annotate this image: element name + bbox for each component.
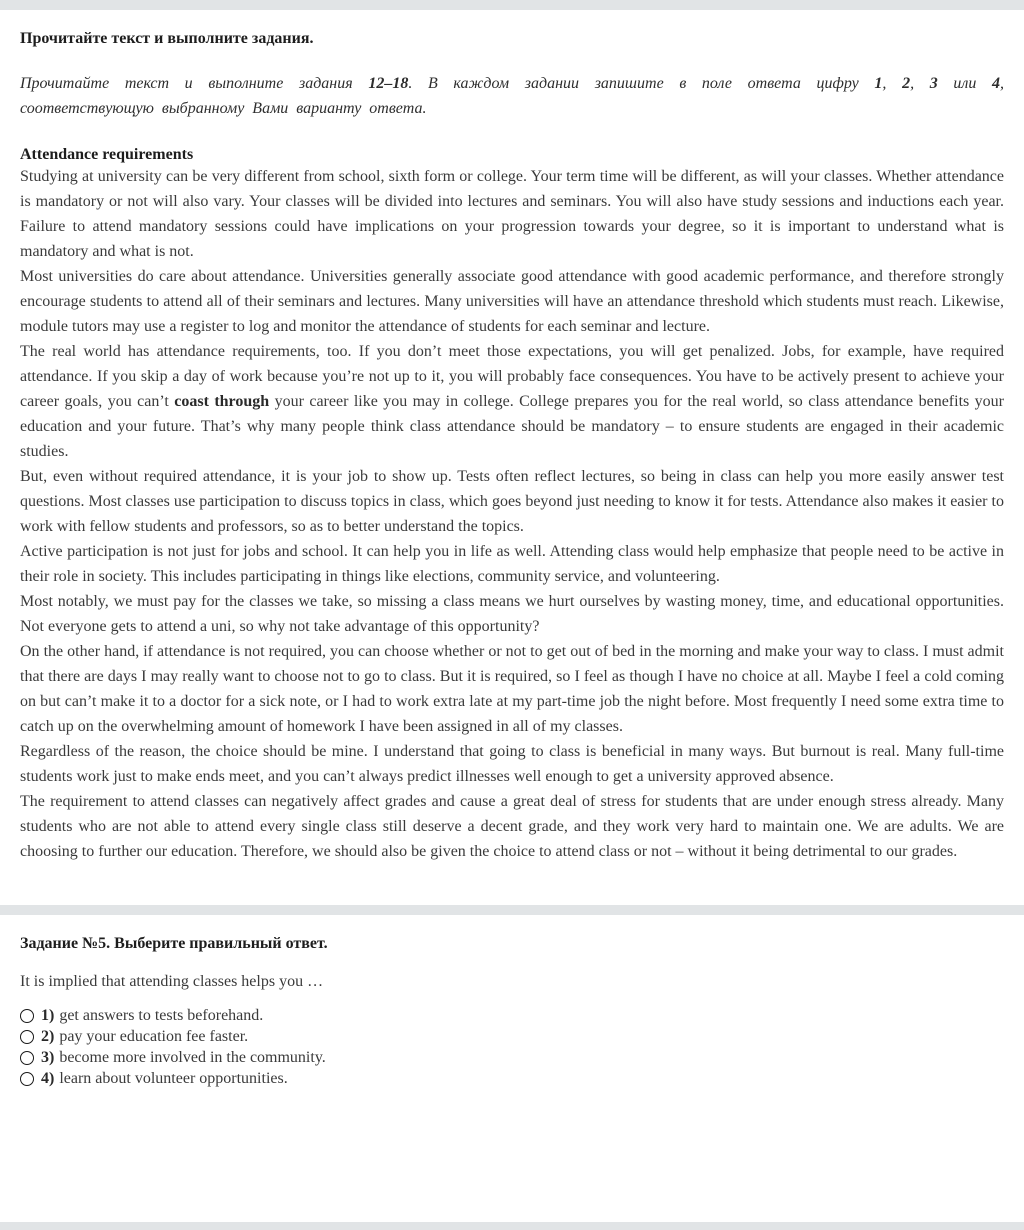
article-body (20, 164, 1004, 864)
paragraph: Regardless of the reason, the choice should be mine. I understand that going to class is beneficial in many ways. But burnout is real. Many full-time students work just to make ends meet, and you can’t always predict illnesses well enough to get a university approved absence. (20, 743, 1004, 785)
section-divider (0, 905, 1024, 915)
radio-button[interactable] (20, 1030, 34, 1044)
option-label: learn about volunteer opportunities. (59, 1069, 288, 1087)
option-number: 3) (41, 1048, 55, 1066)
question-text: It is implied that attending classes helps you … (20, 973, 324, 990)
option-row (20, 1005, 1004, 1026)
paragraph: The real world has attendance requirements, too. If you don’t meet those expectations, you will get penalized. Jobs, for example, have required attendance. If you skip a day of work because you’re not up to it, you will probably face consequences. You have to be actively present to achieve your career goals, you can’t coast through your career like you may in college. College prepares you for the real world, so class attendance benefits your education and your future. That’s why many people think class attendance should be mandatory – to ensure students are engaged in their academic studies. (20, 343, 1004, 460)
option-number: 1) (41, 1006, 55, 1024)
paragraph: Most universities do care about attendance. Universities generally associate good attendance with good academic performance, and therefore strongly encourage students to attend all of their seminars and lectures. Many universities will have an attendance threshold which students must reach. Likewise, module tutors may use a register to log and monitor the attendance of students for each seminar and lecture. (20, 268, 1004, 335)
reading-section (0, 30, 1024, 864)
paragraph: But, even without required attendance, it is your job to show up. Tests often reflect lectures, so being in class can help you more easily answer test questions. Most classes use participation to discuss topics in class, which goes beyond just needing to know it for tests. Attendance also makes it easier to work with fellow students and professors, so as to better understand the topics. (20, 468, 1004, 535)
radio-button[interactable] (20, 1009, 34, 1023)
article-title: Attendance requirements (20, 146, 194, 163)
option-label: get answers to tests beforehand. (59, 1006, 264, 1024)
intro-instruction: Прочитайте текст и выполните задания 12–18. В каждом задании запишите в поле ответа цифру 1, 2, 3 или 4, соответствующую выбранному Вами варианту ответа. (20, 75, 1005, 117)
option-label: pay your education fee faster. (59, 1027, 249, 1045)
option-label: become more involved in the community. (59, 1048, 326, 1066)
option-row (20, 1068, 1004, 1089)
option-row (20, 1026, 1004, 1047)
paragraph: Studying at university can be very different from school, sixth form or college. Your term time will be different, as will your classes. Whether attendance is mandatory or not will also vary. Your classes will be divided into lectures and seminars. You will also have study sessions and inductions each year. Failure to attend mandatory sessions could have implications on your progression towards your degree, so it is important to understand what is mandatory and what is not. (20, 168, 1004, 260)
option-row (20, 1047, 1004, 1068)
paragraph: Most notably, we must pay for the classes we take, so missing a class means we hurt ourselves by wasting money, time, and educational opportunities. Not everyone gets to attend a uni, so why not take advantage of this opportunity? (20, 593, 1004, 635)
bottom-divider (0, 1222, 1024, 1230)
top-divider (0, 0, 1024, 10)
options-list (20, 1005, 1004, 1089)
radio-button[interactable] (20, 1051, 34, 1065)
paragraph: Active participation is not just for jobs and school. It can help you in life as well. Attending class would help emphasize that people need to be active in their role in society. This includes participating in things like elections, community service, and volunteering. (20, 543, 1004, 585)
paragraph: The requirement to attend classes can negatively affect grades and cause a great deal of stress for students that are under enough stress already. Many students who are not able to attend every single class still deserve a decent grade, and they work very hard to maintain one. We are adults. We are choosing to further our education. Therefore, we should also be given the choice to attend class or not – without it being detrimental to our grades. (20, 793, 1004, 860)
option-number: 4) (41, 1069, 55, 1087)
task-section (0, 935, 1024, 1089)
radio-button[interactable] (20, 1072, 34, 1086)
paragraph: On the other hand, if attendance is not required, you can choose whether or not to get out of bed in the morning and make your way to class. I must admit that there are days I may really want to choose not to go to class. But it is required, so I feel as though I have no choice at all. Maybe I feel a cold coming on but can’t make it to a doctor for a sick note, or I had to work extra late at my part-time job the night before. Most frequently I need some extra time to catch up on the overwhelming amount of homework I have been assigned in all of my classes. (20, 643, 1004, 735)
option-number: 2) (41, 1027, 55, 1045)
task-title: Задание №5. Выберите правильный ответ. (20, 935, 328, 952)
page-title: Прочитайте текст и выполните задания. (20, 30, 314, 47)
